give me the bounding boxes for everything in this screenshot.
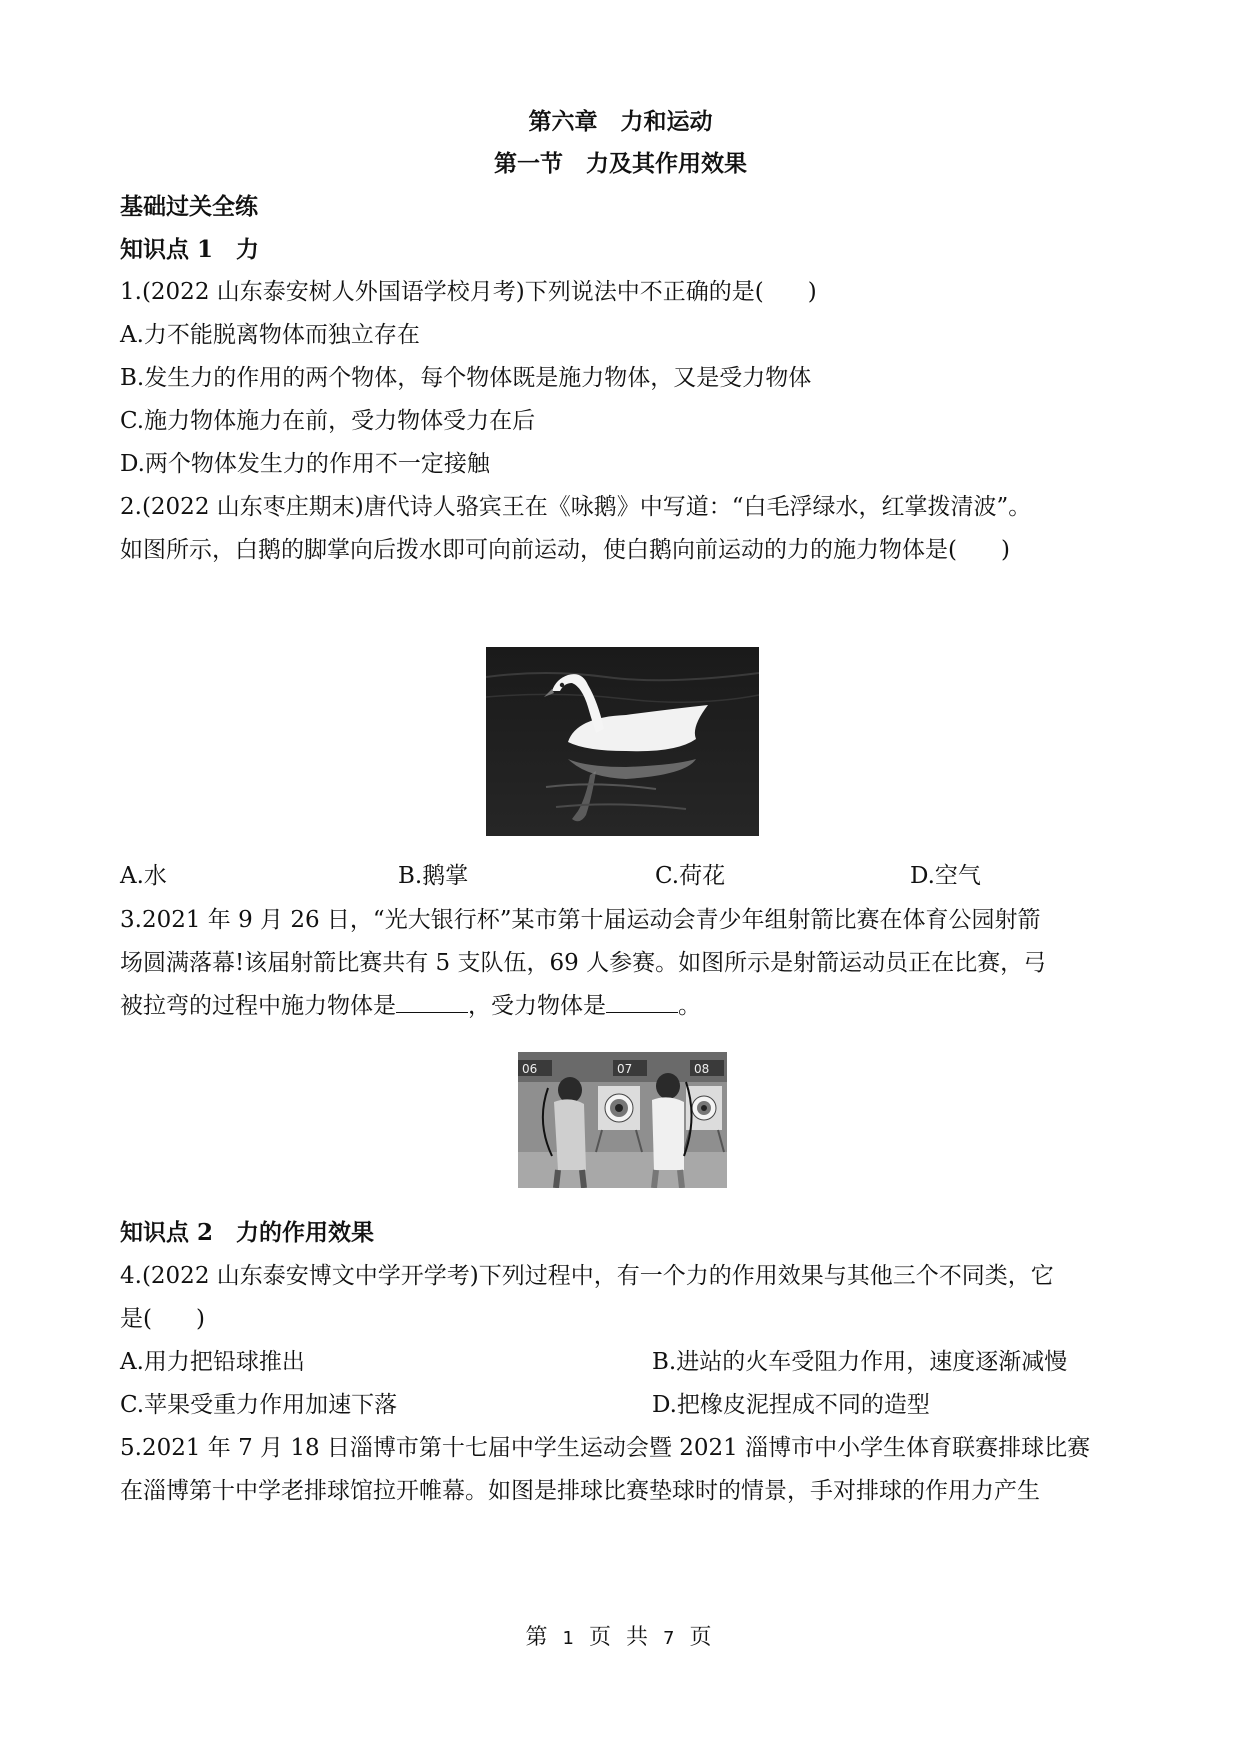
question-4-line-2: 是( ) (120, 1306, 205, 1332)
question-2-line-1: 2.(2022 山东枣庄期末)唐代诗人骆宾王在《咏鹅》中写道：“白毛浮绿水，红掌拨清波”。 (120, 494, 1032, 520)
archery-photo (518, 1052, 727, 1188)
swan-photo (486, 647, 759, 836)
question-2-option-b: B.鹅掌 (398, 863, 469, 889)
answer-blank-1 (396, 990, 468, 1013)
chapter-title: 第六章 力和运动 (528, 108, 713, 135)
swan-illustration (486, 647, 759, 836)
lane-label-08: 08 (694, 1062, 710, 1076)
question-4-line-1: 4.(2022 山东泰安博文中学开学考)下列过程中，有一个力的作用效果与其他三个不同类，它 (120, 1263, 1054, 1289)
question-3-line-1: 3.2021 年 9 月 26 日，“光大银行杯”某市第十届运动会青少年组射箭比赛在体育公园射箭 (120, 907, 1041, 933)
question-2-option-d: D.空气 (910, 863, 981, 889)
question-1-option-a: A.力不能脱离物体而独立存在 (120, 322, 420, 348)
page-number: 1 (562, 1628, 578, 1649)
question-1-option-b: B.发生力的作用的两个物体，每个物体既是施力物体，又是受力物体 (120, 365, 812, 391)
lane-label-06: 06 (522, 1062, 538, 1076)
section-title: 第一节 力及其作用效果 (494, 150, 747, 177)
knowledge-point-1-heading: 知识点 1 力 (120, 236, 260, 263)
question-4-option-a: A.用力把铅球推出 (120, 1349, 305, 1375)
question-5-line-1: 5.2021 年 7 月 18 日淄博市第十七届中学生运动会暨 2021 淄博市中小学生体育联赛排球比赛 (120, 1435, 1091, 1461)
question-4-option-d: D.把橡皮泥捏成不同的造型 (652, 1392, 930, 1418)
question-5-line-2: 在淄博第十中学老排球馆拉开帷幕。如图是排球比赛垫球时的情景，手对排球的作用力产生 (120, 1478, 1040, 1504)
question-2-option-a: A.水 (120, 863, 167, 889)
page-total: 7 (663, 1628, 679, 1649)
question-1-stem: 1.(2022 山东泰安树人外国语学校月考)下列说法中不正确的是( ) (120, 279, 817, 305)
page-footer: 第 1 页 共 7 页 (525, 1625, 716, 1650)
question-3-line-3: 被拉弯的过程中施力物体是 ，受力物体是 。 (120, 990, 1131, 1022)
question-2-option-c: C.荷花 (655, 863, 726, 889)
question-1-option-d: D.两个物体发生力的作用不一定接触 (120, 451, 490, 477)
question-1-option-c: C.施力物体施力在前，受力物体受力在后 (120, 408, 536, 434)
question-4-option-b: B.进站的火车受阻力作用，速度逐渐减慢 (652, 1349, 1068, 1375)
question-4-option-c: C.苹果受重力作用加速下落 (120, 1392, 398, 1418)
part-title: 基础过关全练 (120, 193, 258, 220)
lane-label-07: 07 (617, 1062, 633, 1076)
archery-illustration (518, 1052, 727, 1188)
knowledge-point-2-heading: 知识点 2 力的作用效果 (120, 1219, 375, 1246)
answer-blank-2 (606, 990, 678, 1013)
question-2-line-2: 如图所示，白鹅的脚掌向后拨水即可向前运动，使白鹅向前运动的力的施力物体是( ) (120, 537, 1010, 563)
question-3-line-2: 场圆满落幕!该届射箭比赛共有 5 支队伍，69 人参赛。如图所示是射箭运动员正在比赛，弓 (120, 950, 1047, 976)
